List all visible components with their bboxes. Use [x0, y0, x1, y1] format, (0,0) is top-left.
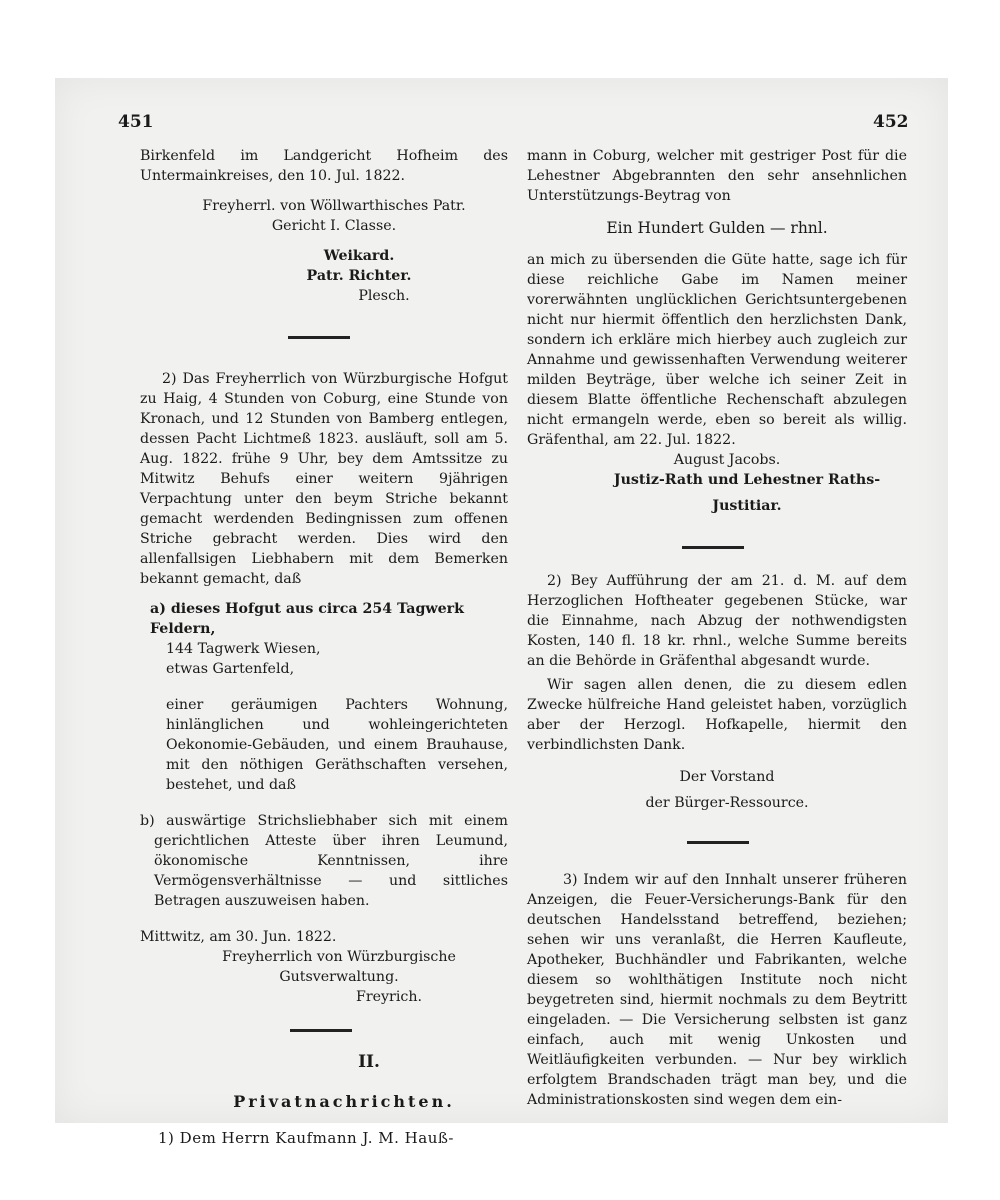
- right-p1-continuation: an mich zu übersenden die Güte hatte, sage ich für diese reichliche Gabe im Namen meiner vorerwähnten unglücklichen Gerichtsuntergebenen nicht nur hiermit öffentlich den herzlichsten Dank, sondern ich erkläre mich hierbey auch zugleich zur Annahme und gewissenhaften Verwendung weiterer milden Beyträge, über welche ich seiner Zeit in diesem Blatte öffentliche Rechenschaft abzulegen nicht ermangeln werde, eben so bereit als willig. Gräfenthal, am 22. Jul. 1822.: [527, 252, 907, 448]
- notice-2-text: 2) Das Freyherrlich von Würzburgische Hofgut zu Haig, 4 Stunden von Coburg, eine Stunde von Kronach, und 12 Stunden von Bamberg entlegen, dessen Pacht Lichtmeß 1823. ausläuft, soll am 5. Aug. 1822. frühe 9 Uhr, bey dem Amtssitze zu Mitwitz Behufs einer weitern 9jährigen Verpachtung unter den beym Striche bekannt gemacht werdenden Bedingnissen zum offenen Striche gebracht werden. Dies wird den allenfallsigen Liebhabern mit dem Bemerken bekannt gemacht, daß: [140, 371, 508, 587]
- left-column: [140, 146, 508, 1148]
- court-signer-extra: Plesch.: [358, 288, 410, 304]
- section-numeral: II.: [358, 1052, 380, 1072]
- left-top-text: Birkenfeld im Landgericht Hofheim des Untermainkreises, den 10. Jul. 1822.: [140, 148, 508, 184]
- section-title: Privatnachrichten.: [233, 1092, 455, 1111]
- admin-line-2: Gutsverwaltung.: [279, 969, 399, 985]
- right-p3-text: 3) Indem wir auf den Innhalt unserer früheren Anzeigen, die Feuer-Versicherungs-Bank für den deutschen Handelsstand betreffend, beziehen; sehen wir uns veranlaßt, die Herren Kaufleute, Apotheker, Buchhändler und Fabrikanten, welche diesem so wohlthätigen Institute noch nicht beygetreten sind, hiermit nochmals zu dem Beytritt eingeladen. — Die Versicherung selbsten ist ganz einfach, auch mit wenig Unkosten und Weitläufigkeiten verbunden. — Nur bey wirklich erfolgtem Brandschaden trägt man bey, und die Administrationskosten sind wegen dem ein-: [527, 872, 907, 1108]
- page-number-right: 452: [873, 112, 909, 132]
- notice-2-item-a: [140, 599, 508, 795]
- private-notice-1-start: 1) Dem Herrn Kaufmann J. M. Hauß-: [158, 1129, 454, 1147]
- right-p2-thanks: Wir sagen allen denen, die zu diesem edlen Zwecke hülfreiche Hand geleistet haben, vorzüglich aber der Herzogl. Hofkapelle, hiermit den verbindlichsten Dank.: [527, 677, 907, 753]
- divider-rule: [687, 841, 749, 844]
- divider-rule: [288, 336, 350, 339]
- admin-line-1: Freyherrlich von Würzburgische: [222, 949, 456, 965]
- right-p1-text: mann in Coburg, welcher mit gestriger Post für die Lehestner Abgebrannten den sehr ansehnlichen Unterstützungs-Beytrag von: [527, 148, 907, 204]
- right-signer2-line-2: der Bürger-Ressource.: [645, 795, 809, 811]
- admin-signer: Freyrich.: [356, 989, 422, 1005]
- right-signer-name: August Jacobs.: [673, 452, 781, 468]
- court-name: Freyherrl. von Wöllwarthisches Patr. Gericht I. Classe.: [202, 198, 466, 234]
- right-signer-title-2: Justitiar.: [712, 498, 782, 514]
- notice-2-item-b: b) auswärtige Strichsliebhaber sich mit einem gerichtlichen Atteste über ihren Leumund, ökonomische Kenntnissen, ihre Vermögensverhältnisse — und sittliches Betragen auszuweisen haben.: [140, 813, 508, 909]
- right-column: [527, 146, 907, 1110]
- divider-rule: [682, 546, 744, 549]
- item-a-continuation: einer geräumigen Pachters Wohnung, hinlänglichen und wohleingerichteten Oekonomie-Gebäuden, und einem Brauhause, mit den nöthigen Geräthschaften versehen, bestehet, und daß: [166, 697, 508, 793]
- right-p2-text: 2) Bey Aufführung der am 21. d. M. auf dem Herzoglichen Hoftheater gegebenen Stücke, war die Einnahme, nach Abzug der nothwendigsten Kosten, 140 fl. 18 kr. rhnl., welche Summe bereits an die Behörde in Gräfenthal abgesandt wurde.: [527, 573, 907, 669]
- court-signer-title: Patr. Richter.: [306, 268, 412, 284]
- page-number-left: 451: [118, 112, 154, 132]
- left-dateline: Mittwitz, am 30. Jun. 1822.: [140, 929, 337, 945]
- divider-rule: [290, 1029, 352, 1032]
- right-signer2-line-1: Der Vorstand: [679, 769, 775, 785]
- item-a-line-3: etwas Gartenfeld,: [166, 661, 295, 677]
- donation-amount: Ein Hundert Gulden — rhnl.: [606, 219, 828, 237]
- right-signer-title-1: Justiz-Rath und Lehestner Raths-: [613, 472, 881, 488]
- item-a-line-2: 144 Tagwerk Wiesen,: [166, 641, 321, 657]
- court-signer-name: Weikard.: [323, 248, 395, 264]
- item-a-line-1: a) dieses Hofgut aus circa 254 Tagwerk Feldern,: [150, 601, 464, 637]
